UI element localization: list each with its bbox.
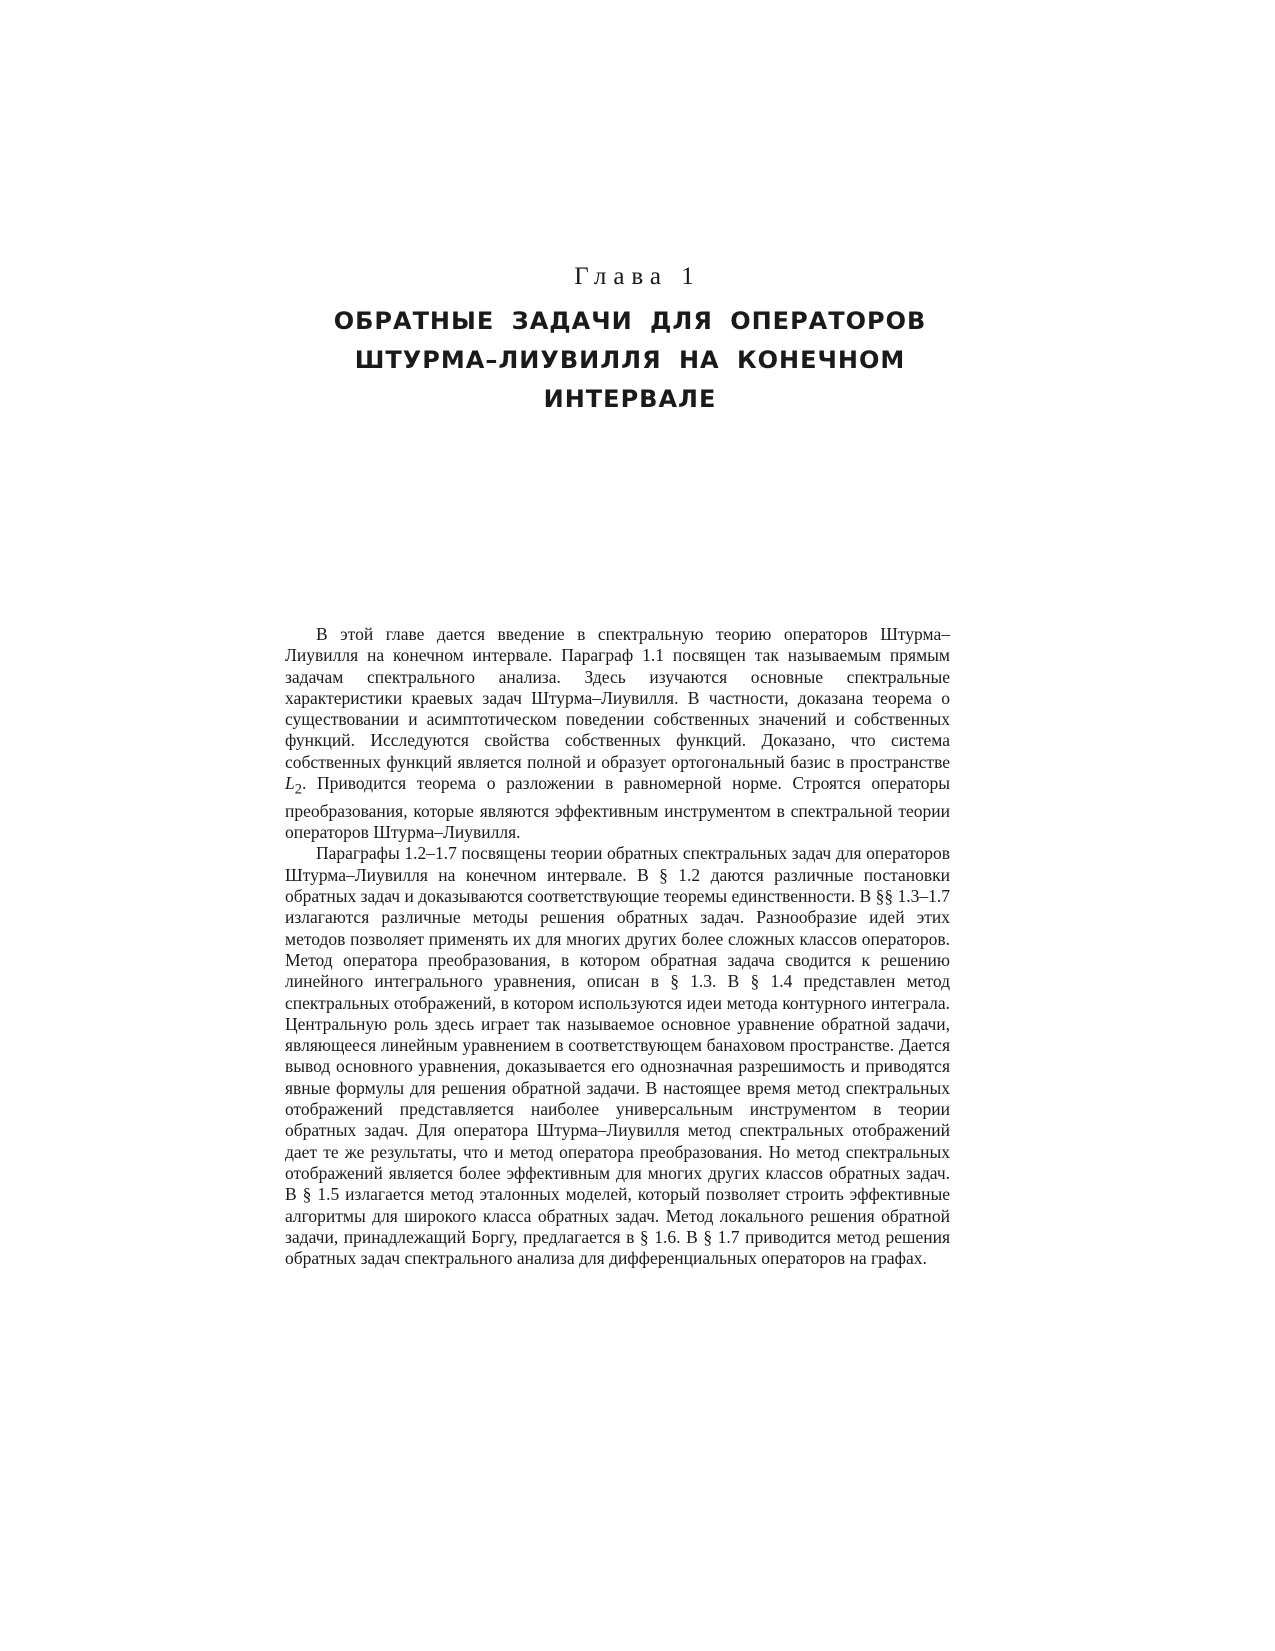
- chapter-title-line-2: ШТУРМА–ЛИУВИЛЛЯ НА КОНЕЧНОМ: [354, 346, 906, 374]
- paragraph-1-text-start: В этой главе дается введение в спектральную теорию операторов Штурма–Лиувилля на конечном интервале. Параграф 1.1 посвящен так называемым прямым задачам спектрального анализа. Здесь изучаются основные спектральные характеристики краевых задач Штурма–Лиувилля. В частности, доказана теорема о существовании и асимптотическом поведении собственных значений и собственных функций. Исследуются свойства собственных функций. Доказано, что система собственных функций является полной и образует ортогональный базис в пространстве: [285, 624, 950, 772]
- chapter-number-label: Глава 1: [574, 263, 701, 290]
- paragraph-1: [285, 624, 950, 843]
- chapter-title-line-3: ИНТЕРВАЛЕ: [543, 385, 717, 413]
- chapter-introduction-text: [285, 624, 950, 1269]
- math-l2-symbol: L: [285, 773, 295, 794]
- math-l2-subscript: 2: [294, 781, 303, 798]
- chapter-title: [300, 302, 960, 419]
- paragraph-1-text-end: . Приводится теорема о разложении в равномерной норме. Строятся операторы преобразования, которые являются эффективным инструментом в спектральной теории операторов Штурма–Лиувилля.: [285, 773, 950, 843]
- paragraph-2: Параграфы 1.2–1.7 посвящены теории обратных спектральных задач для операторов Штурма–Лиувилля на конечном интервале. В § 1.2 даются различные постановки обратных задач и доказываются соответствующие теоремы единственности. В §§ 1.3–1.7 излагаются различные методы решения обратных задач. Разнообразие идей этих методов позволяет применять их для многих других более сложных классов операторов. Метод оператора преобразования, в котором обратная задача сводится к решению линейного интегрального уравнения, описан в § 1.3. В § 1.4 представлен метод спектральных отображений, в котором используются идеи метода контурного интеграла. Центральную роль здесь играет так называемое основное уравнение обратной задачи, являющееся линейным уравнением в соответствующем банаховом пространстве. Дается вывод основного уравнения, доказывается его однозначная разрешимость и приводятся явные формулы для решения обратной задачи. В настоящее время метод спектральных отображений представляется наиболее универсальным инструментом в теории обратных задач. Для оператора Штурма–Лиувилля метод спектральных отображений дает те же результаты, что и метод оператора преобразования. Но метод спектральных отображений является более эффективным для многих других классов обратных задач. В § 1.5 излагается метод эталонных моделей, который позволяет строить эффективные алгоритмы для широкого класса обратных задач. Метод локального решения обратной задачи, принадлежащий Боргу, предлагается в § 1.6. В § 1.7 приводится метод решения обратных задач спектрального анализа для дифференциальных операторов на графах.: [285, 843, 950, 1269]
- chapter-title-line-1: ОБРАТНЫЕ ЗАДАЧИ ДЛЯ ОПЕРАТОРОВ: [333, 307, 927, 335]
